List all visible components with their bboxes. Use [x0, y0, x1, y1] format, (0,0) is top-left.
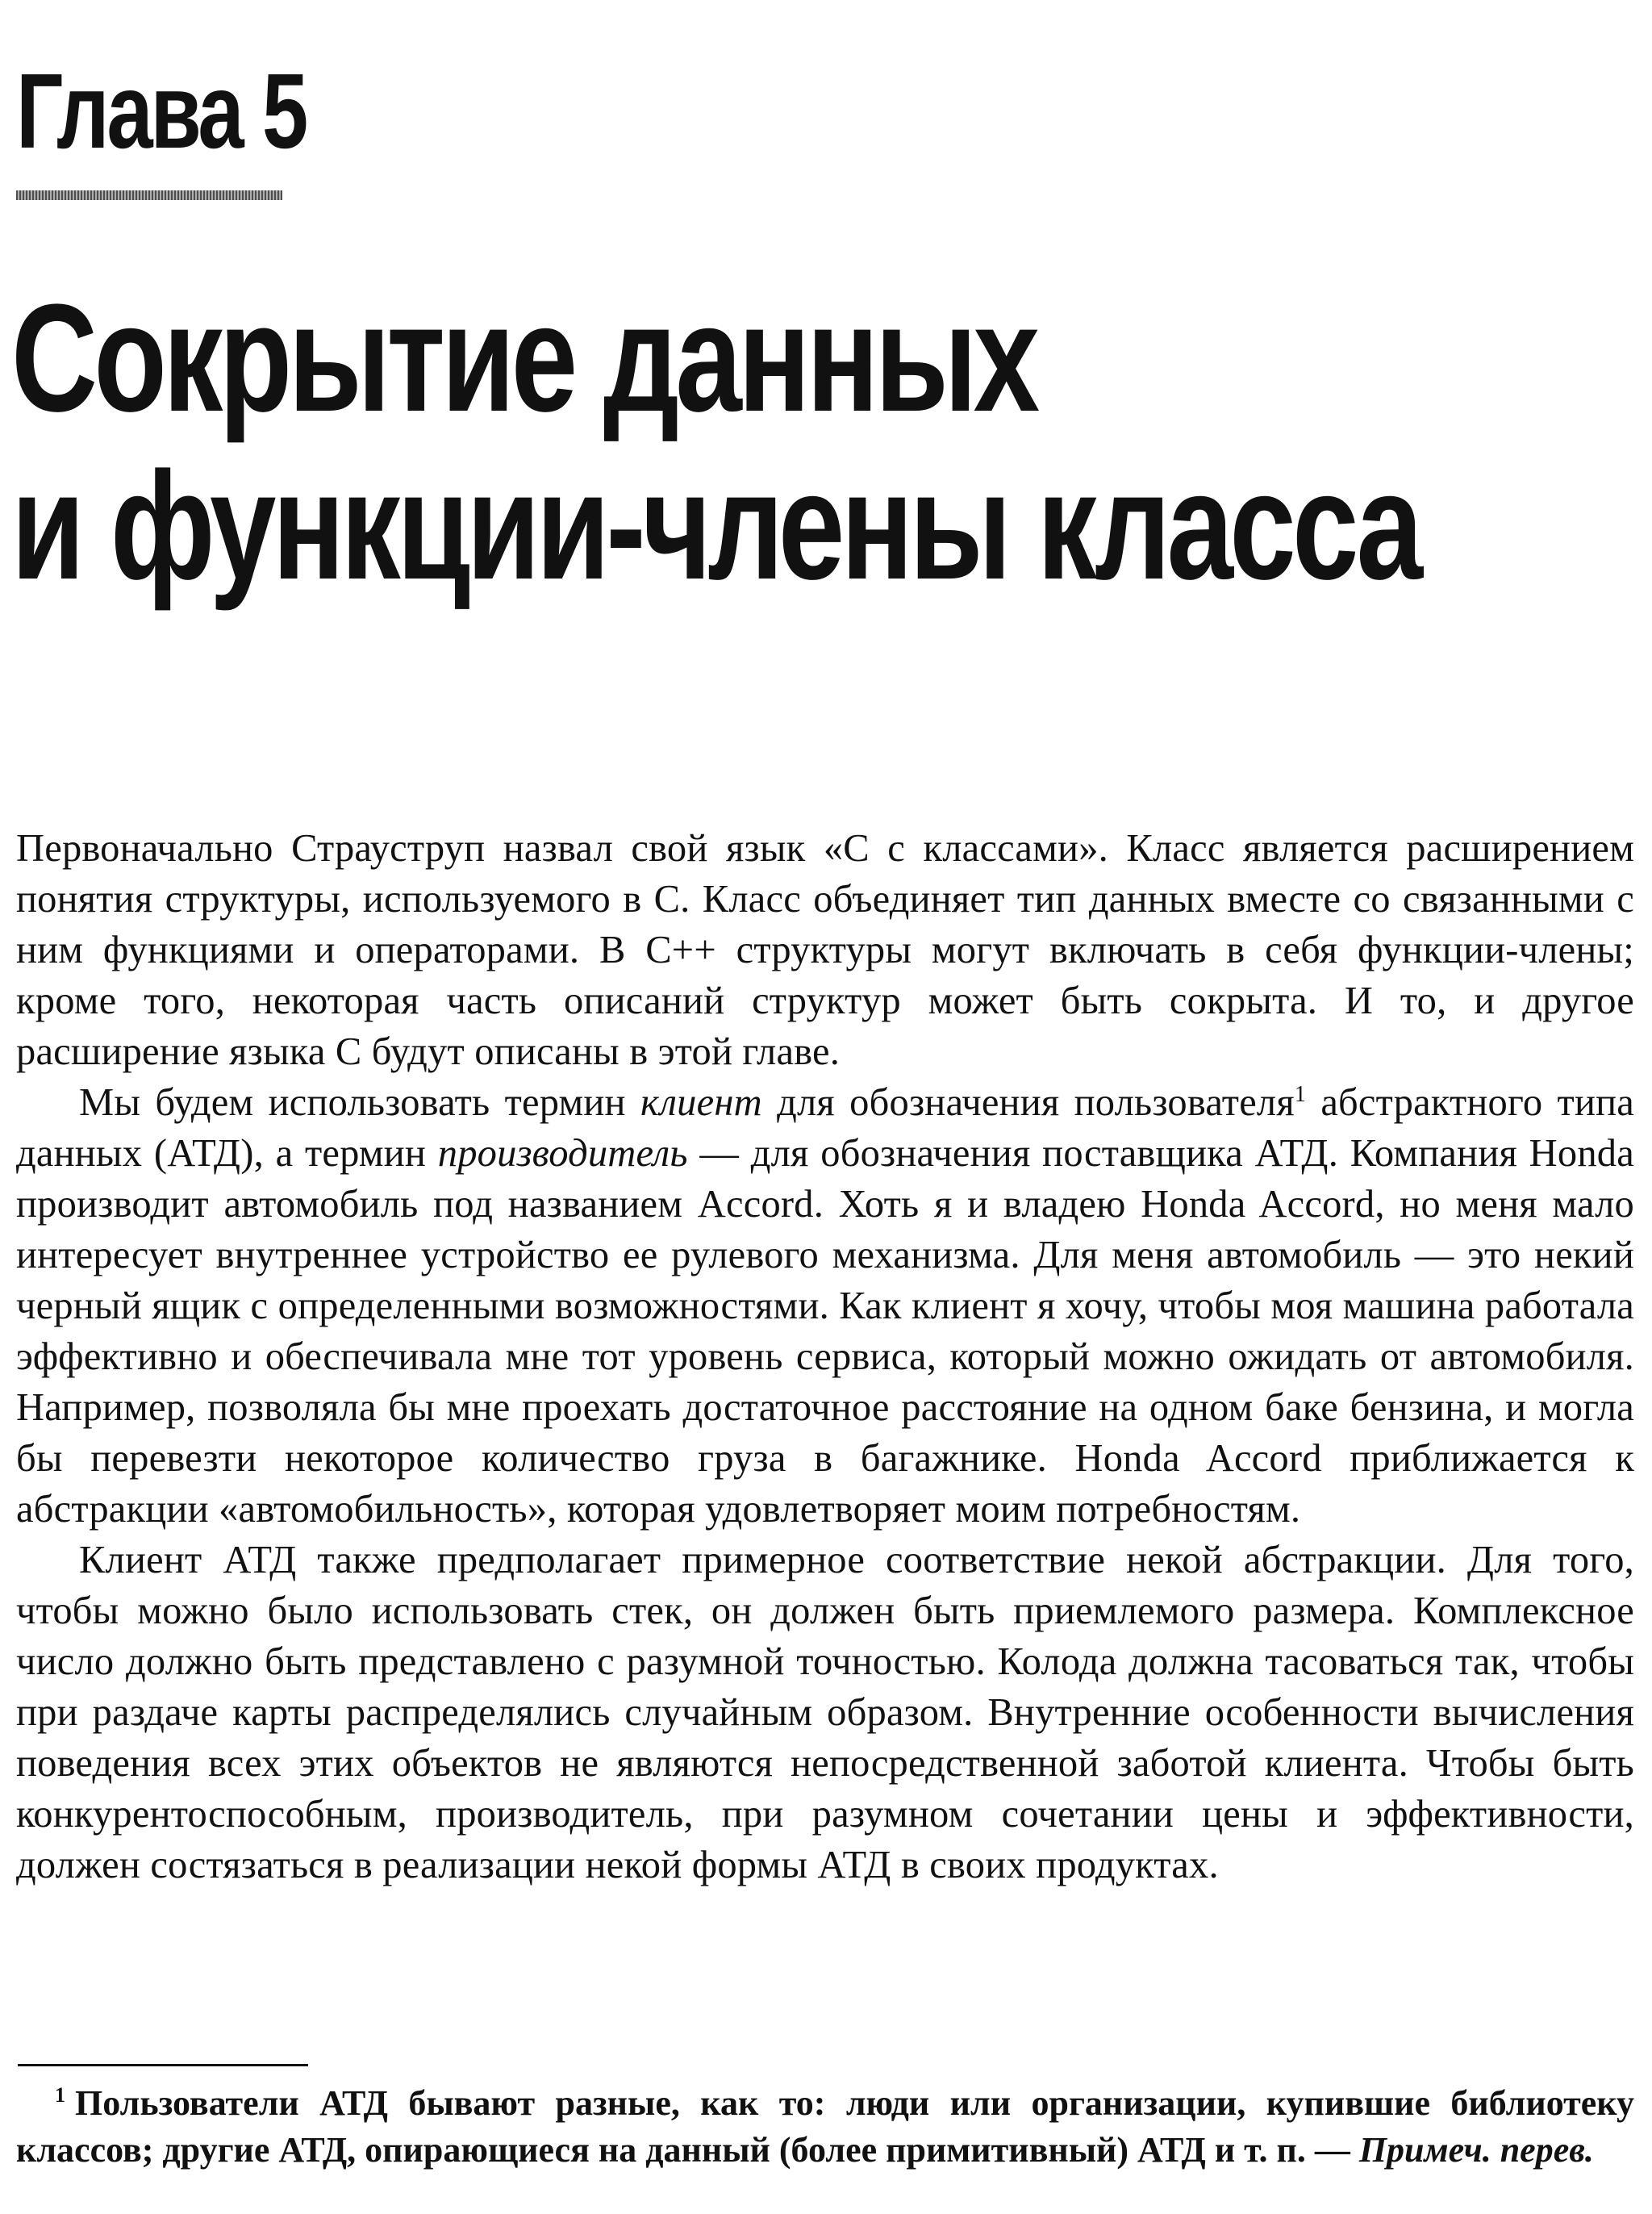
paragraph-1: Первоначально Страуструп назвал свой язык «С с классами». Класс является расширением понятия структуры, используемого в С. Класс объединяет тип данных вместе со связанными с ним функциями и операторами. В С++ структуры могут включать в себя функции-члены; кроме того, некоторая часть описаний структур может быть сокрыта. И то, и другое расширение языка С будут описаны в этой главе.	[16, 827, 1634, 1073]
paragraph-2-part-b: для обозначения пользователя	[761, 1081, 1295, 1124]
footnote-ref[interactable]: 1	[1294, 1081, 1307, 1107]
chapter-label: Глава 5	[16, 52, 307, 170]
paragraph-2-part-c: абстрактного типа данных (АТД), а термин	[16, 1081, 1634, 1175]
chapter-rule	[16, 190, 282, 200]
footnote-mark: 1	[55, 2083, 65, 2107]
chapter-title-line-1: Сокрытие данных	[11, 273, 1037, 444]
footnote-rule	[18, 2064, 308, 2066]
paragraph-2	[16, 1077, 1634, 1535]
term-client: клиент	[640, 1081, 762, 1124]
chapter-title	[11, 274, 1419, 610]
paragraph-2-part-d: — для обозначения поставщика АТД. Компания Honda производит автомобиль под названием Accord. Хоть я и владею Honda Accord, но меня мало интересует внутреннее устройство ее рулевого механизма. Для меня автомобиль — это некий черный ящик с определенными возможностями. Как клиент я хочу, чтобы моя машина работала эффективно и обеспечивала мне тот уровень сервиса, который можно ожидать от автомобиля. Например, позволяла бы мне проехать достаточное расстояние на одном баке бензина, и могла бы перевезти некоторое количество груза в багажнике. Honda Accord приближается к абстракции «автомобильность», которая удовлетворяет моим потребностям.	[16, 1132, 1634, 1531]
footnote-text: Пользователи АТД бывают разные, как то: люди или организации, купившие библиотеку классов; другие АТД, опирающиеся на данный (более примитивный) АТД и т. п. —	[16, 2083, 1634, 2170]
paragraph-2-part-a: Мы будем использовать термин	[79, 1081, 640, 1124]
term-producer: производитель	[437, 1132, 688, 1175]
body-text	[16, 823, 1634, 1890]
footnote-note: Примеч. перев.	[1358, 2130, 1594, 2170]
paragraph-3: Клиент АТД также предполагает примерное соответствие некой абстракции. Для того, чтобы можно было использовать стек, он должен быть приемлемого размера. Комплексное число должно быть представлено с разумной точностью. Колода должна тасоваться так, чтобы при раздаче карты распределялись случайным образом. Внутренние особенности вычисления поведения всех этих объектов не являются непосредственной заботой клиента. Чтобы быть конкурентоспособным, производитель, при разумном сочетании цены и эффективности, должен состязаться в реализации некой формы АТД в своих продуктах.	[16, 1539, 1634, 1886]
chapter-title-line-2: и функции-члены класса	[11, 441, 1420, 612]
footnote	[16, 2080, 1634, 2174]
